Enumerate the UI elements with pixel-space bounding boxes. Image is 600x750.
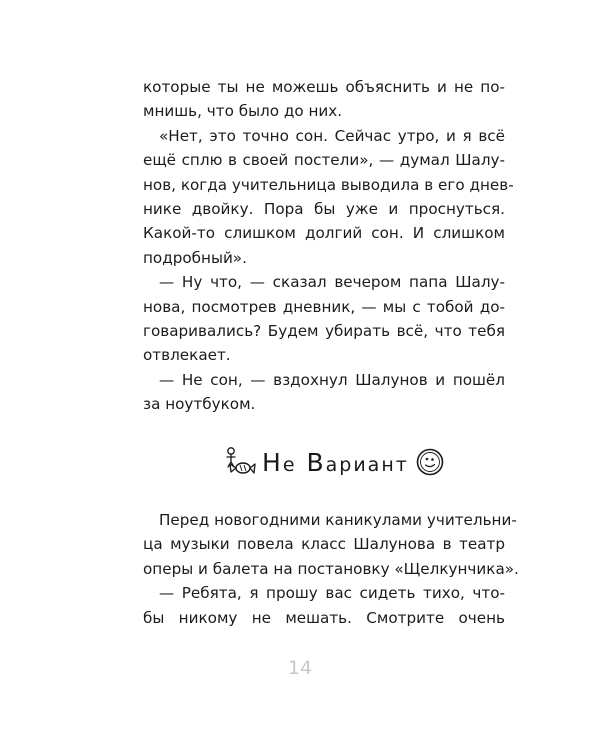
text-line: мнишь, что было до них. — [143, 102, 343, 121]
text-line: — Не сон, — вздохнул Шалунов и пошёл — [159, 370, 505, 389]
chapter-title — [262, 448, 409, 477]
coin-with-face-icon — [415, 447, 445, 477]
text-line: оперы и балета на постановку «Щелкунчика». — [143, 559, 519, 578]
chapter-title-letter: Н — [262, 447, 283, 477]
text-line: говаривались? Будем убирать всё, что тебя — [143, 321, 505, 340]
text-line: — Ну что, — сказал вечером папа Шалу- — [159, 273, 505, 292]
text-line: подробный». — [143, 248, 247, 267]
chapter-title-part: е — [282, 453, 297, 476]
chapter-title-part: ариант — [325, 453, 409, 476]
text-line: ца музыки повела класс Шалунова в театр — [143, 535, 505, 554]
text-line: ещё сплю в своей постели», — думал Шалу- — [143, 151, 505, 170]
text-line: «Нет, это точно сон. Сейчас утро, и я всё — [159, 126, 505, 145]
chapter-title-letter: В — [306, 447, 326, 477]
text-line: отвлекает. — [143, 346, 231, 365]
chapter-heading — [222, 440, 445, 484]
text-line: — Ребята, я прошу вас сидеть тихо, что- — [159, 584, 505, 603]
top-text-block — [143, 75, 514, 416]
text-line: Какой-то слишком долгий сон. И слишком — [143, 224, 505, 243]
text-line: за ноутбуком. — [143, 395, 256, 414]
candy-with-figure-icon — [222, 444, 256, 480]
text-line: нике двойку. Пора бы уже и проснуться. — [143, 199, 505, 218]
text-line: нов, когда учительница выводила в его днев- — [143, 175, 514, 194]
bottom-text-block — [143, 508, 519, 630]
text-line: бы никому не мешать. Смотрите очень — [143, 608, 505, 627]
text-line: которые ты не можешь объяснить и не по- — [143, 78, 505, 96]
text-line: нова, посмотрев дневник, — мы с тобой до- — [143, 297, 505, 316]
text-line: Перед новогодними каникулами учительни- — [159, 511, 517, 529]
page-number: 14 — [287, 657, 313, 679]
